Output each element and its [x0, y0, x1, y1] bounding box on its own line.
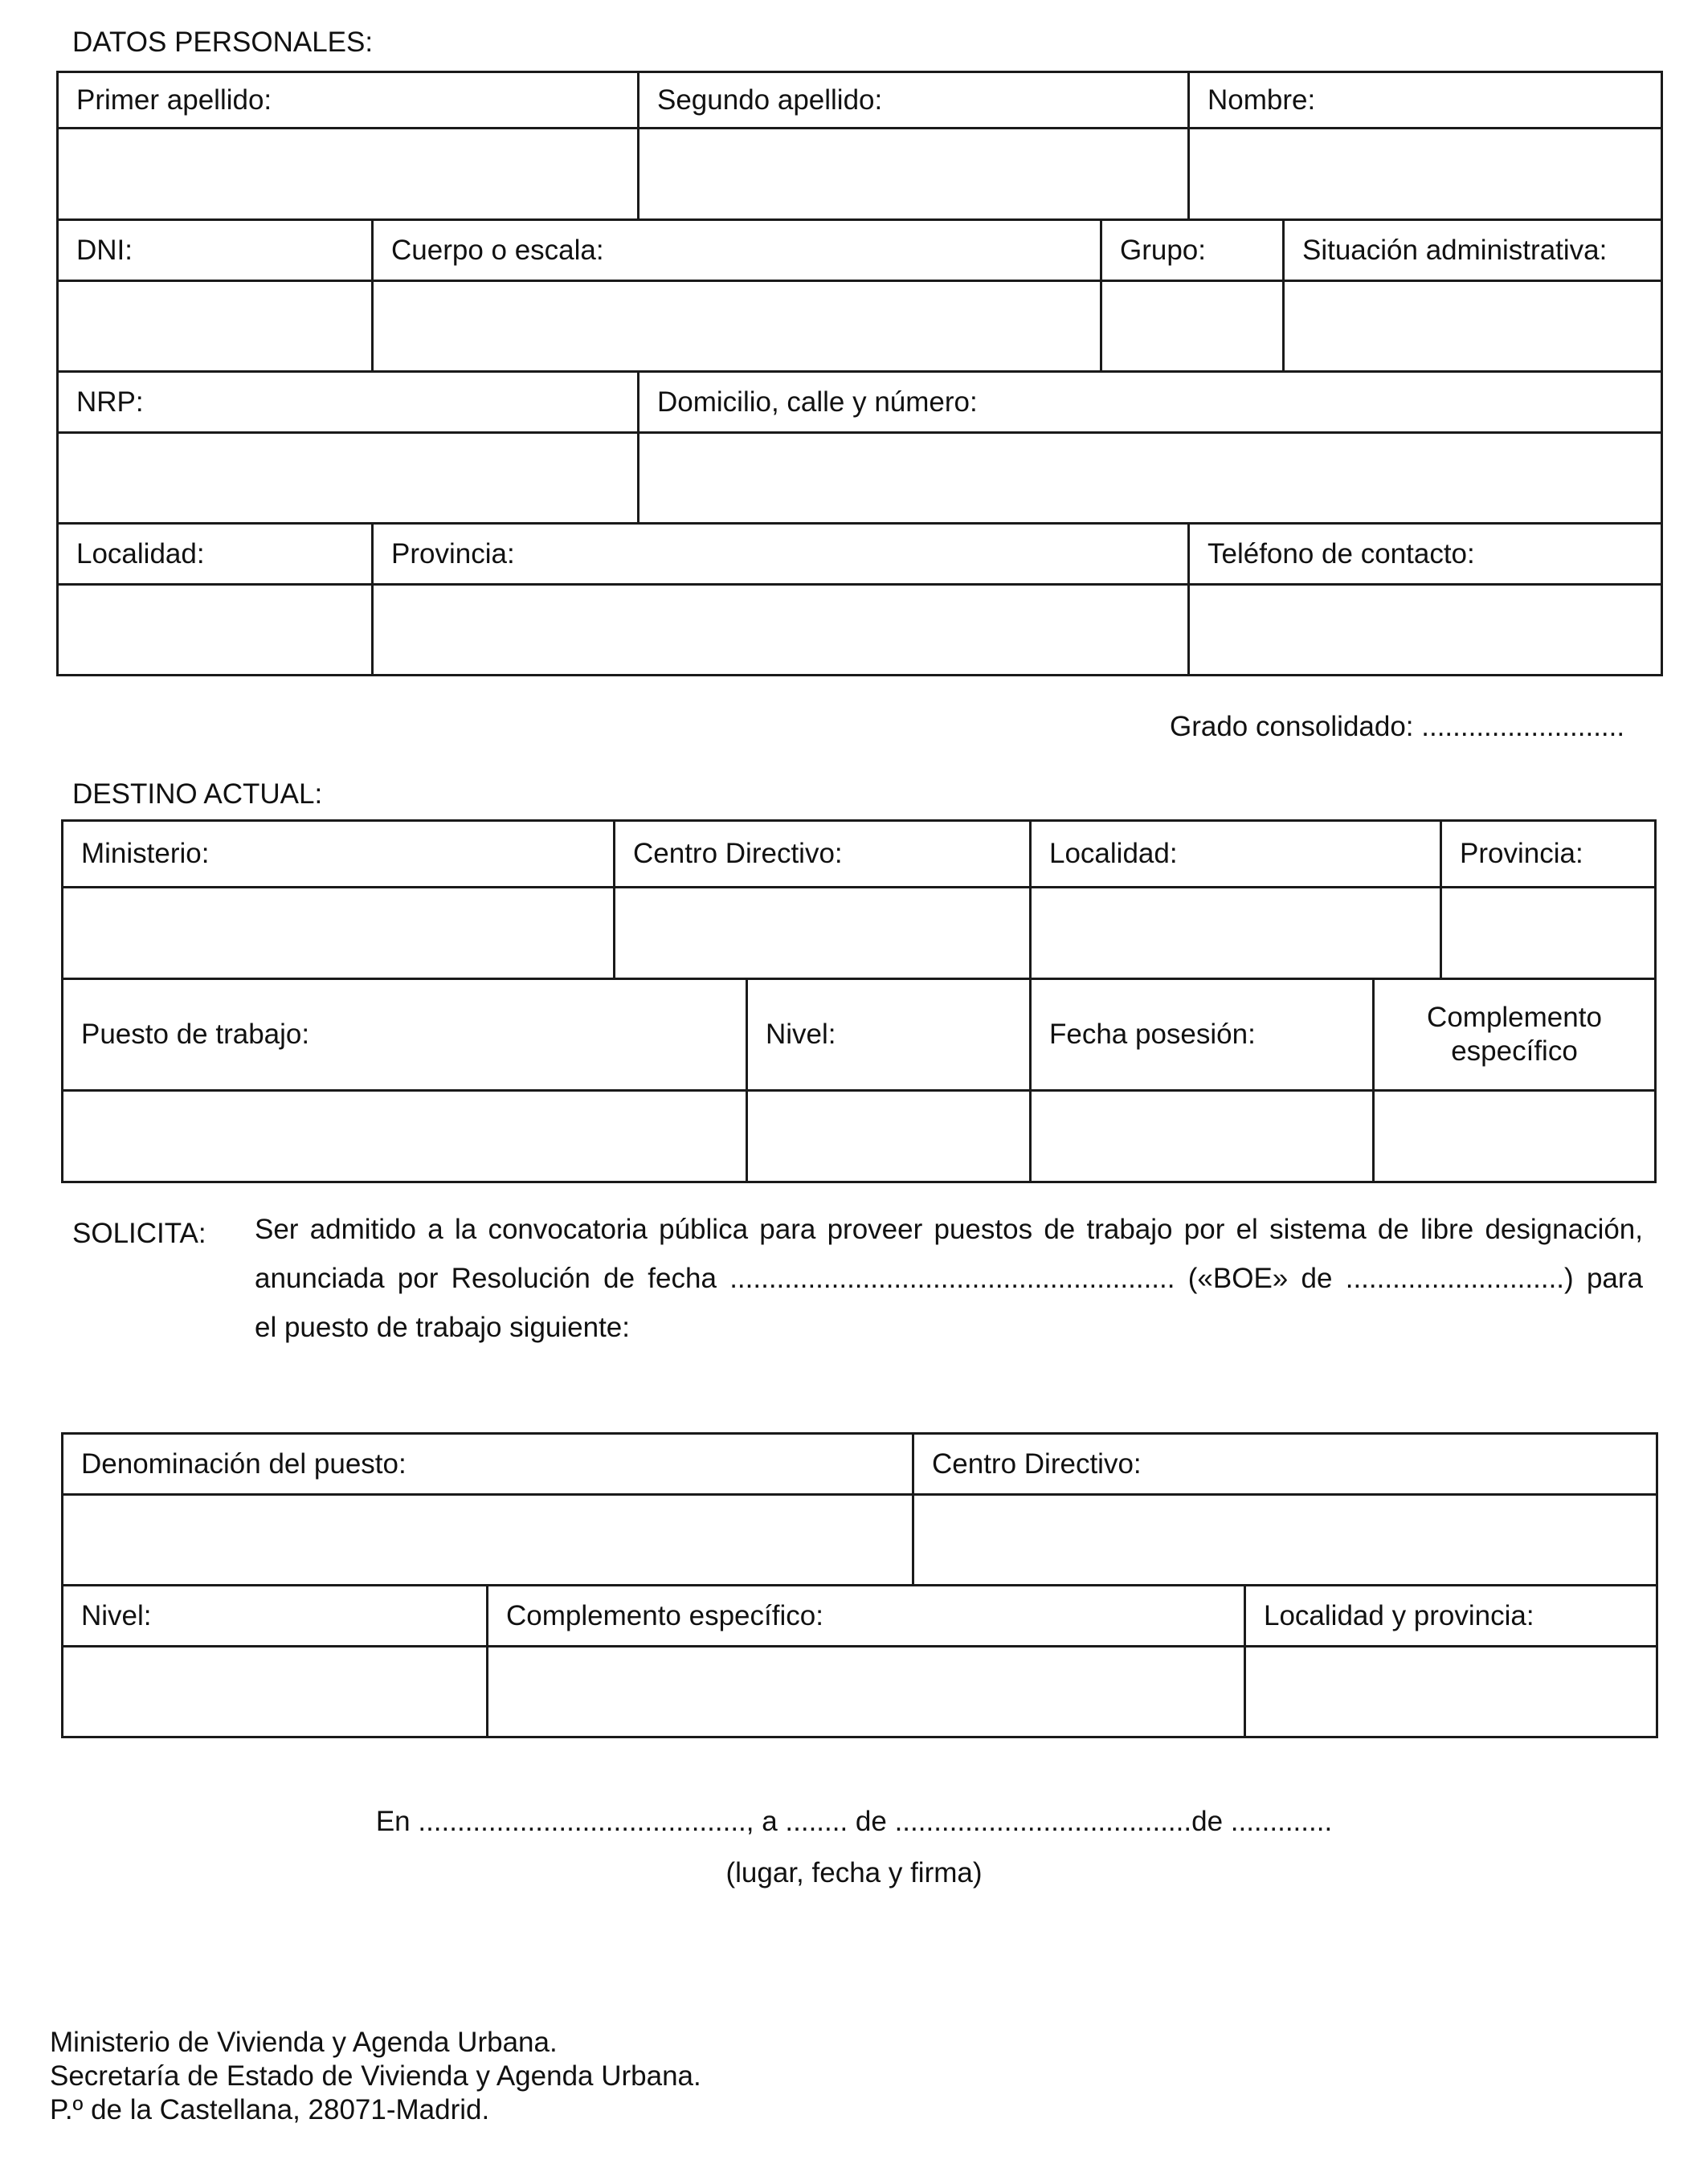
input-domicilio[interactable]	[637, 431, 1663, 525]
label-situacion-administrativa: Situación administrativa:	[1282, 218, 1663, 282]
solicita-line-1: Ser admitido a la convocatoria pública para proveer puestos de trabajo por el sistema de libre designación,	[255, 1214, 1643, 1245]
input-nrp[interactable]	[56, 431, 639, 525]
input-situacion-administrativa[interactable]	[1282, 280, 1663, 373]
label-domicilio: Domicilio, calle y número:	[637, 370, 1663, 434]
complemento-line-2: específico	[1451, 1035, 1578, 1067]
input-localidad-provincia[interactable]	[1244, 1645, 1658, 1738]
input-centro-directivo[interactable]	[613, 886, 1032, 980]
label-primer-apellido: Primer apellido:	[56, 71, 639, 129]
label-centro-directivo: Centro Directivo:	[613, 819, 1032, 888]
grado-consolidado: Grado consolidado: ..........................	[1170, 711, 1625, 742]
input-telefono[interactable]	[1187, 583, 1663, 676]
input-provincia-destino[interactable]	[1440, 886, 1657, 980]
label-provincia-destino: Provincia:	[1440, 819, 1657, 888]
label-grupo: Grupo:	[1100, 218, 1285, 282]
label-localidad: Localidad:	[56, 522, 374, 586]
label-localidad-destino: Localidad:	[1029, 819, 1442, 888]
input-dni[interactable]	[56, 280, 374, 373]
label-centro-directivo-puesto: Centro Directivo:	[912, 1432, 1658, 1496]
lugar-fecha-caption: (lugar, fecha y firma)	[725, 1857, 983, 1888]
section-title-destino-actual: DESTINO ACTUAL:	[72, 778, 323, 810]
label-nombre: Nombre:	[1187, 71, 1663, 129]
label-provincia: Provincia:	[371, 522, 1190, 586]
solicita-text	[255, 1205, 1643, 1352]
input-complemento-especifico[interactable]	[1372, 1089, 1657, 1183]
input-ministerio[interactable]	[61, 886, 615, 980]
label-nrp: NRP:	[56, 370, 639, 434]
label-telefono: Teléfono de contacto:	[1187, 522, 1663, 586]
input-provincia[interactable]	[371, 583, 1190, 676]
label-complemento-especifico	[1372, 978, 1657, 1092]
label-ministerio: Ministerio:	[61, 819, 615, 888]
footer-line-1: Ministerio de Vivienda y Agenda Urbana.	[50, 2027, 558, 2058]
label-nivel-destino: Nivel:	[746, 978, 1032, 1092]
input-grupo[interactable]	[1100, 280, 1285, 373]
label-complemento-puesto: Complemento específico:	[486, 1584, 1246, 1647]
input-nivel-destino[interactable]	[746, 1089, 1032, 1183]
solicita-label: SOLICITA:	[72, 1218, 206, 1249]
input-fecha-posesion[interactable]	[1029, 1089, 1375, 1183]
input-primer-apellido[interactable]	[56, 127, 639, 221]
input-cuerpo-escala[interactable]	[371, 280, 1102, 373]
input-complemento-puesto[interactable]	[486, 1645, 1246, 1738]
footer-address	[50, 2026, 701, 2127]
label-dni: DNI:	[56, 218, 374, 282]
label-denominacion-puesto: Denominación del puesto:	[61, 1432, 914, 1496]
footer-line-2: Secretaría de Estado de Vivienda y Agenda Urbana.	[50, 2060, 701, 2092]
label-localidad-provincia: Localidad y provincia:	[1244, 1584, 1658, 1647]
section-title-datos-personales: DATOS PERSONALES:	[72, 27, 374, 58]
label-segundo-apellido: Segundo apellido:	[637, 71, 1190, 129]
solicita-line-3: el puesto de trabajo siguiente:	[255, 1312, 630, 1343]
footer-line-3: P.º de la Castellana, 28071-Madrid.	[50, 2094, 490, 2125]
input-segundo-apellido[interactable]	[637, 127, 1190, 221]
solicita-line-2: anunciada por Resolución de fecha ......................................................... («BOE» de ............................) para	[255, 1263, 1643, 1294]
input-centro-directivo-puesto[interactable]	[912, 1493, 1658, 1586]
label-cuerpo-escala: Cuerpo o escala:	[371, 218, 1102, 282]
input-denominacion-puesto[interactable]	[61, 1493, 914, 1586]
label-nivel-puesto: Nivel:	[61, 1584, 488, 1647]
complemento-line-1: Complemento	[1427, 1002, 1602, 1033]
lugar-fecha-line: En .........................................., a ........ de ......................................de .............	[375, 1806, 1333, 1837]
input-localidad[interactable]	[56, 583, 374, 676]
label-fecha-posesion: Fecha posesión:	[1029, 978, 1375, 1092]
input-puesto-trabajo[interactable]	[61, 1089, 748, 1183]
label-puesto-trabajo: Puesto de trabajo:	[61, 978, 748, 1092]
input-localidad-destino[interactable]	[1029, 886, 1442, 980]
input-nombre[interactable]	[1187, 127, 1663, 221]
input-nivel-puesto[interactable]	[61, 1645, 488, 1738]
